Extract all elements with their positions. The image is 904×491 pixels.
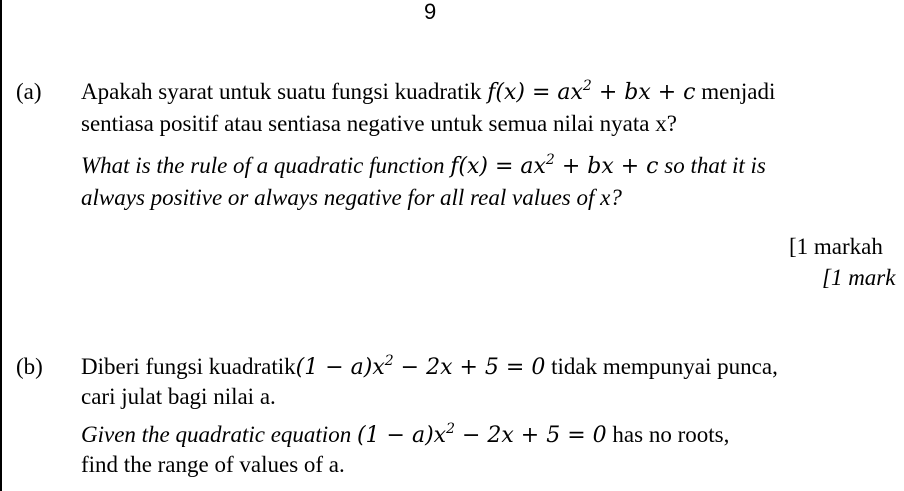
question-b-malay-line2: cari julat bagi nilai a. <box>81 384 276 409</box>
page-number: 9 <box>424 0 437 24</box>
question-b-english-end: has no roots, <box>612 422 730 447</box>
question-b-malay-equation: $(1 - a)x^2 - 2x + 5 = 0$ <box>295 353 546 380</box>
question-b-label: (b) <box>16 354 43 379</box>
question-a-malay-line2: sentiasa positif atau sentiasa negative untuk semua nilai nyata x? <box>81 111 677 136</box>
question-a-english-text: What is the rule of a quadratic function <box>81 153 445 178</box>
question-a-english-line2: always positive or always negative for all real values of x? <box>81 185 622 210</box>
question-a-english-function: $f(x) = ax^2$ + bx + c <box>450 152 659 179</box>
marks-english: [1 mark <box>822 265 896 290</box>
question-b-malay-text: Diberi fungsi kuadratik <box>81 354 296 379</box>
marks-malay: [1 markah <box>789 234 883 259</box>
question-a-malay-line1 <box>81 78 775 107</box>
question-a-malay-end: menjadi <box>701 79 776 104</box>
question-b-malay-line1 <box>81 353 778 382</box>
question-b-english-line1 <box>81 421 729 450</box>
question-a-malay-function: $f(x) = ax^2$ + bx + c <box>487 78 696 105</box>
question-a-english-line1 <box>81 152 766 181</box>
question-b-english-equation: $(1 - a)x^2 - 2x + 5 = 0$ <box>356 421 607 448</box>
left-margin-rule <box>0 0 2 491</box>
question-a-label: (a) <box>16 79 42 104</box>
question-b-english-line2: find the range of values of a. <box>81 452 345 477</box>
question-a-english-end: so that it is <box>664 153 766 178</box>
question-a-malay-text: Apakah syarat untuk suatu fungsi kuadratik <box>81 79 482 104</box>
question-b-english-text: Given the quadratic equation <box>81 422 352 447</box>
question-b-malay-end: tidak mempunyai punca, <box>551 354 778 379</box>
